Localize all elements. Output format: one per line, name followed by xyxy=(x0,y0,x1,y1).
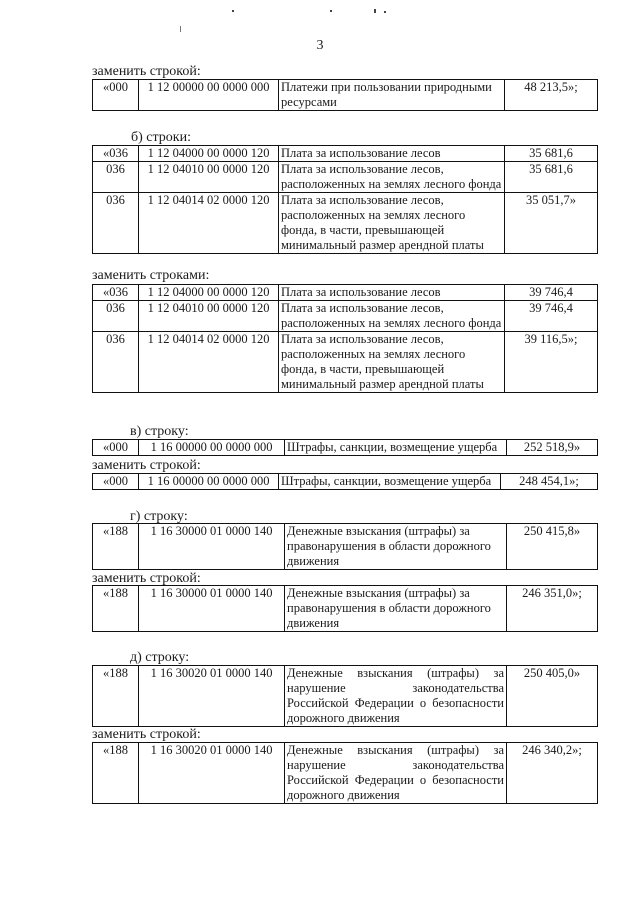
admin-code-cell: 036 xyxy=(93,193,139,254)
label-g-row: г) строку: xyxy=(130,509,188,524)
budget-table-6 xyxy=(92,523,598,570)
budget-code-cell: 1 16 00000 00 0000 000 xyxy=(139,474,279,490)
description-cell: Плата за использование лесов, расположенных на землях лесного фонда xyxy=(279,301,505,332)
budget-code-cell: 1 12 00000 00 0000 000 xyxy=(139,80,279,111)
table-row xyxy=(93,301,598,332)
label-replace-row: заменить строкой: xyxy=(92,571,201,586)
description-cell: Плата за использование лесов, расположенных на землях лесного фонда, в части, превышающей минимальный размер арендной платы xyxy=(279,332,505,393)
budget-code-cell: 1 12 04000 00 0000 120 xyxy=(139,285,279,301)
budget-code-cell: 1 12 04014 02 0000 120 xyxy=(139,332,279,393)
label-v-row: в) строку: xyxy=(130,424,189,439)
table-row xyxy=(93,162,598,193)
table-row xyxy=(93,332,598,393)
admin-code-cell: «188 xyxy=(93,743,139,804)
amount-cell: 250 415,8» xyxy=(507,524,598,570)
scan-speck xyxy=(384,11,386,13)
budget-table-3 xyxy=(92,284,598,393)
description-cell: Платежи при пользовании природными ресурсами xyxy=(279,80,505,111)
budget-code-cell: 1 12 04000 00 0000 120 xyxy=(139,146,279,162)
description-cell: Плата за использование лесов xyxy=(279,146,505,162)
scan-speck xyxy=(330,10,332,12)
admin-code-cell: «036 xyxy=(93,285,139,301)
admin-code-cell: 036 xyxy=(93,332,139,393)
label-b-rows: б) строки: xyxy=(131,130,191,145)
budget-table-7 xyxy=(92,585,598,632)
table-row xyxy=(93,666,598,727)
scan-speck xyxy=(374,9,376,13)
admin-code-cell: «188 xyxy=(93,524,139,570)
amount-cell: 246 351,0»; xyxy=(507,586,598,632)
label-replace-rows: заменить строками: xyxy=(92,268,210,283)
label-replace-row: заменить строкой: xyxy=(92,458,201,473)
budget-code-cell: 1 16 30020 01 0000 140 xyxy=(139,666,285,727)
table-row xyxy=(93,586,598,632)
amount-cell: 39 746,4 xyxy=(505,301,598,332)
description-cell: Денежные взыскания (штрафы) за правонарушения в области дорожного движения xyxy=(285,524,507,570)
page-number: 3 xyxy=(316,38,324,53)
budget-code-cell: 1 16 30020 01 0000 140 xyxy=(139,743,285,804)
amount-cell: 35 051,7» xyxy=(505,193,598,254)
amount-cell: 252 518,9» xyxy=(507,440,598,456)
amount-cell: 35 681,6 xyxy=(505,162,598,193)
description-cell: Плата за использование лесов, расположенных на землях лесного фонда xyxy=(279,162,505,193)
amount-cell: 250 405,0» xyxy=(507,666,598,727)
description-cell: Денежные взыскания (штрафы) за нарушение законодательства Российской Федерации о безопасности дорожного движения xyxy=(285,743,507,804)
amount-cell: 39 116,5»; xyxy=(505,332,598,393)
budget-table-9 xyxy=(92,742,598,804)
budget-table-4 xyxy=(92,439,598,456)
table-row xyxy=(93,743,598,804)
amount-cell: 39 746,4 xyxy=(505,285,598,301)
label-replace-row: заменить строкой: xyxy=(92,727,201,742)
table-row xyxy=(93,80,598,111)
table-row xyxy=(93,524,598,570)
admin-code-cell: 036 xyxy=(93,301,139,332)
budget-code-cell: 1 16 00000 00 0000 000 xyxy=(139,440,285,456)
amount-cell: 246 340,2»; xyxy=(507,743,598,804)
budget-table-8 xyxy=(92,665,598,727)
description-cell: Плата за использование лесов xyxy=(279,285,505,301)
budget-code-cell: 1 12 04010 00 0000 120 xyxy=(139,301,279,332)
description-cell: Штрафы, санкции, возмещение ущерба xyxy=(285,440,507,456)
description-cell: Штрафы, санкции, возмещение ущерба xyxy=(279,474,501,490)
label-replace-row: заменить строкой: xyxy=(92,64,201,79)
budget-code-cell: 1 12 04014 02 0000 120 xyxy=(139,193,279,254)
admin-code-cell: «000 xyxy=(93,474,139,490)
amount-cell: 248 454,1»; xyxy=(501,474,598,490)
budget-code-cell: 1 12 04010 00 0000 120 xyxy=(139,162,279,193)
label-d-row: д) строку: xyxy=(130,650,190,665)
budget-code-cell: 1 16 30000 01 0000 140 xyxy=(139,586,285,632)
budget-table-2 xyxy=(92,145,598,254)
description-cell: Денежные взыскания (штрафы) за правонарушения в области дорожного движения xyxy=(285,586,507,632)
table-row xyxy=(93,193,598,254)
admin-code-cell: «036 xyxy=(93,146,139,162)
table-row xyxy=(93,146,598,162)
amount-cell: 35 681,6 xyxy=(505,146,598,162)
admin-code-cell: «000 xyxy=(93,80,139,111)
table-row xyxy=(93,440,598,456)
description-cell: Плата за использование лесов, расположенных на землях лесного фонда, в части, превышающей минимальный размер арендной платы xyxy=(279,193,505,254)
budget-table-5 xyxy=(92,473,598,490)
admin-code-cell: «000 xyxy=(93,440,139,456)
admin-code-cell: «188 xyxy=(93,666,139,727)
amount-cell: 48 213,5»; xyxy=(505,80,598,111)
admin-code-cell: 036 xyxy=(93,162,139,193)
budget-table-1 xyxy=(92,79,598,111)
description-cell: Денежные взыскания (штрафы) за нарушение законодательства Российской Федерации о безопасности дорожного движения xyxy=(285,666,507,727)
scan-speck xyxy=(232,10,234,12)
budget-code-cell: 1 16 30000 01 0000 140 xyxy=(139,524,285,570)
scan-speck xyxy=(180,26,181,32)
admin-code-cell: «188 xyxy=(93,586,139,632)
table-row xyxy=(93,285,598,301)
table-row xyxy=(93,474,598,490)
